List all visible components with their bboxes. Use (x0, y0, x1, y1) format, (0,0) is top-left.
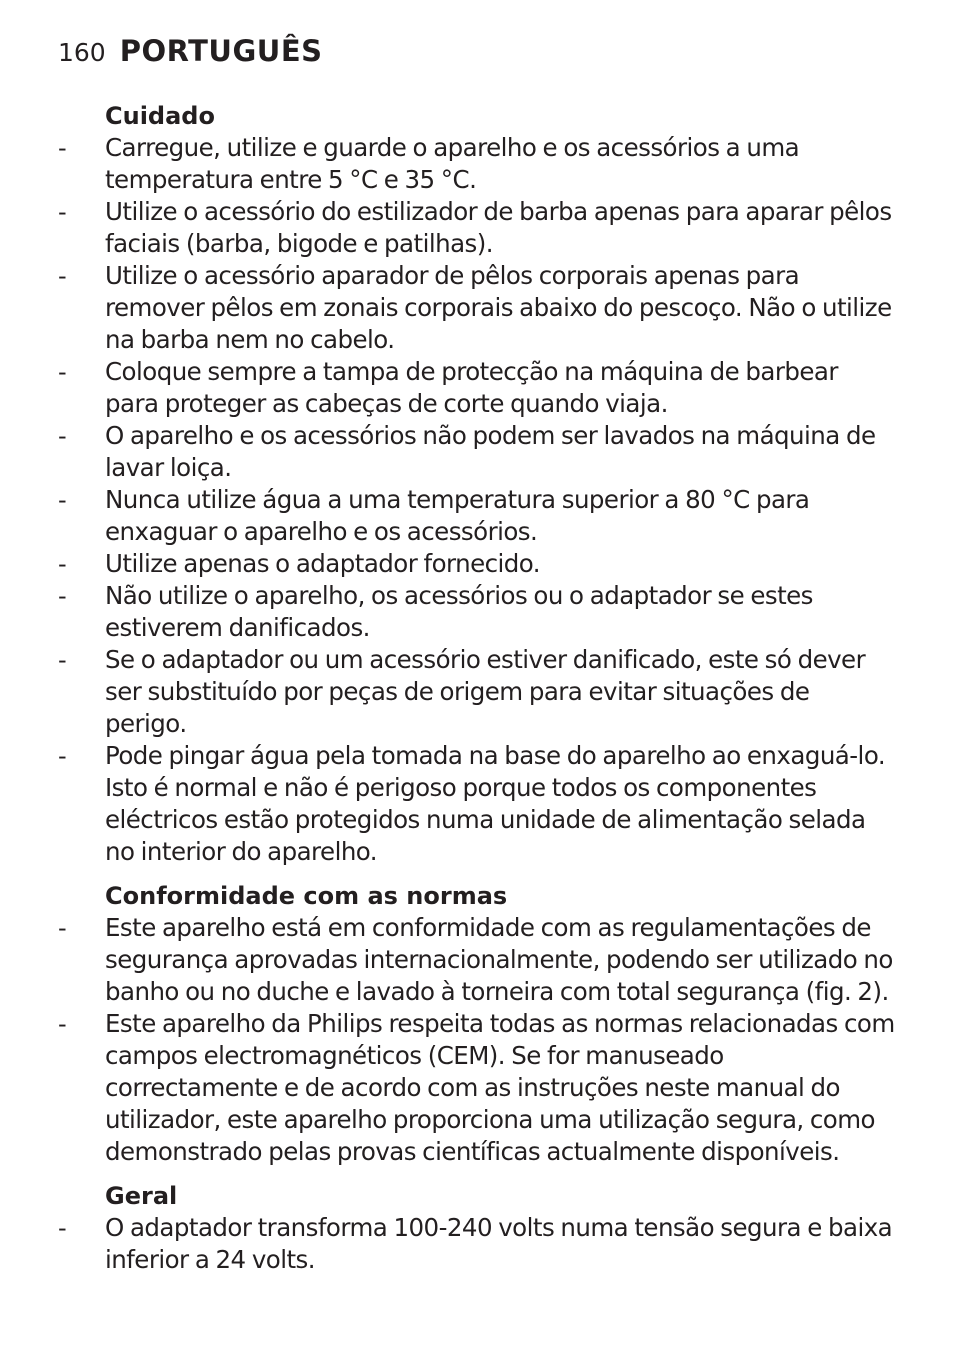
list-item-text: Utilize o acessório do estilizador de barba apenas para aparar pêlos faciais (barba, bigode e patilhas). (105, 197, 892, 258)
section-cuidado (0, 100, 954, 868)
list-item (0, 484, 954, 548)
list-item (0, 548, 954, 580)
bullet-dash: - (58, 486, 67, 514)
bullet-dash: - (58, 646, 67, 674)
page-header (58, 34, 323, 68)
page-content (0, 100, 954, 1288)
section-title: Conformidade com as normas (105, 882, 508, 910)
list-item (0, 132, 954, 196)
list-item (0, 356, 954, 420)
bullet-dash: - (58, 134, 67, 162)
list-item-text: Carregue, utilize e guarde o aparelho e os acessórios a uma temperatura entre 5 °C e 35 °C. (105, 133, 800, 194)
bullet-dash: - (58, 262, 67, 290)
list-item-text: O adaptador transforma 100-240 volts numa tensão segura e baixa inferior a 24 volts. (105, 1213, 893, 1274)
section-conformidade (0, 880, 954, 1168)
bullet-dash: - (58, 550, 67, 578)
list-item (0, 1212, 954, 1276)
bullet-dash: - (58, 1010, 67, 1038)
list-item-text: Este aparelho está em conformidade com as regulamentações de segurança aprovadas internacionalmente, podendo ser utilizado no banho ou no duche e lavado à torneira com total segurança (fig. 2). (105, 913, 893, 1006)
list-item (0, 420, 954, 484)
bullet-dash: - (58, 742, 67, 770)
list-item-text: Utilize apenas o adaptador fornecido. (105, 549, 541, 578)
list-item-text: Se o adaptador ou um acessório estiver danificado, este só dever ser substituído por peças de origem para evitar situações de perigo. (105, 645, 866, 738)
section-title: Geral (105, 1182, 178, 1210)
bullet-dash: - (58, 1214, 67, 1242)
list-item (0, 260, 954, 356)
list-item-text: Pode pingar água pela tomada na base do aparelho ao enxaguá-lo. Isto é normal e não é perigoso porque todos os componentes eléctricos estão protegidos numa unidade de alimentação selada no interior do aparelho. (105, 741, 886, 866)
bullet-dash: - (58, 582, 67, 610)
section-title: Cuidado (105, 102, 215, 130)
section-geral (0, 1180, 954, 1276)
list-item (0, 644, 954, 740)
list-item-text: Nunca utilize água a uma temperatura superior a 80 °C para enxaguar o aparelho e os acessórios. (105, 485, 810, 546)
bullet-dash: - (58, 422, 67, 450)
page-language-title: PORTUGUÊS (119, 34, 323, 68)
list-item (0, 196, 954, 260)
list-item (0, 1008, 954, 1168)
list-item-text: Este aparelho da Philips respeita todas as normas relacionadas com campos electromagnéticos (CEM). Se for manuseado correctamente e de acordo com as instruções neste manual do utilizador, este aparelho proporciona uma utilização segura, como demonstrado pelas provas científicas actualmente disponíveis. (105, 1009, 895, 1166)
list-item-text: Não utilize o aparelho, os acessórios ou o adaptador se estes estiverem danificados. (105, 581, 813, 642)
bullet-dash: - (58, 914, 67, 942)
list-item-text: O aparelho e os acessórios não podem ser lavados na máquina de lavar loiça. (105, 421, 876, 482)
list-item-text: Coloque sempre a tampa de protecção na máquina de barbear para proteger as cabeças de corte quando viaja. (105, 357, 838, 418)
bullet-dash: - (58, 198, 67, 226)
list-item (0, 740, 954, 868)
list-item-text: Utilize o acessório aparador de pêlos corporais apenas para remover pêlos em zonais corporais abaixo do pescoço. Não o utilize na barba nem no cabelo. (105, 261, 892, 354)
bullet-dash: - (58, 358, 67, 386)
list-item (0, 580, 954, 644)
list-item (0, 912, 954, 1008)
page-number: 160 (58, 38, 106, 67)
